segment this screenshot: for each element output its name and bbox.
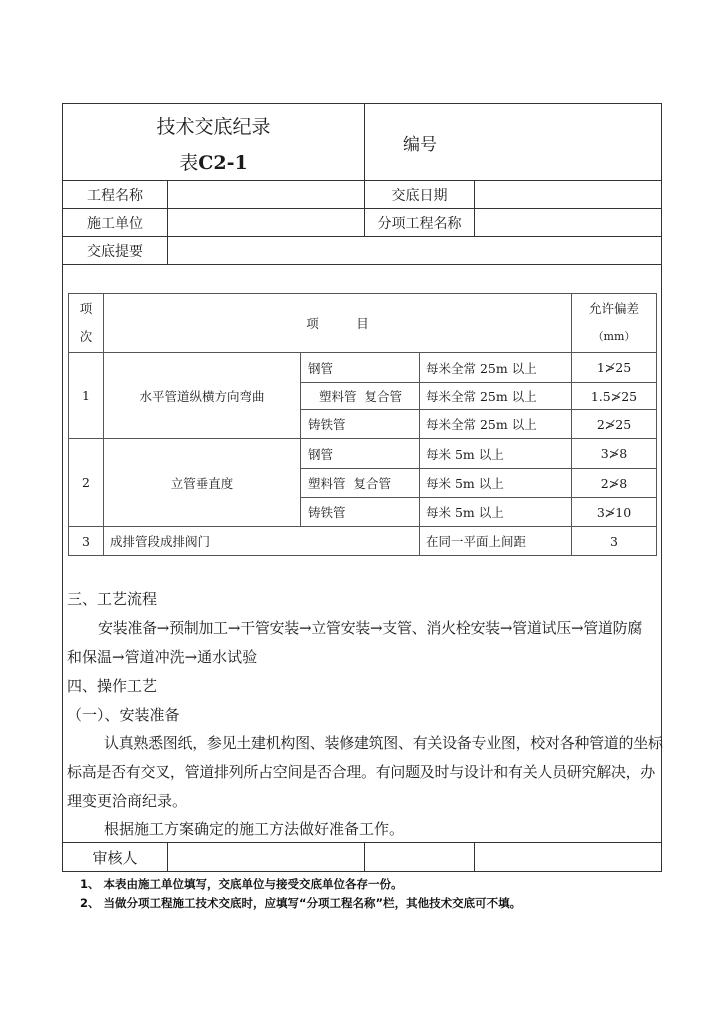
review-field-3[interactable]: [475, 843, 661, 871]
table-bottom-border: [68, 555, 657, 556]
group1-no: 1: [82, 388, 90, 403]
group1-value-2: 1.5≯25: [590, 388, 638, 404]
prep-line-1: 认真熟悉图纸，参见土建机构图、装修建筑图、有关设备专业图，校对各种管道的坐标: [104, 734, 663, 752]
col-rule-spec: [419, 352, 420, 556]
date-field[interactable]: [475, 181, 661, 208]
table-right-border: [656, 293, 657, 556]
sub-project-label: 分项工程名称: [377, 215, 462, 232]
frame-bottom-border: [62, 871, 662, 872]
form-code-line: [63, 148, 364, 175]
tolerance-table: [68, 293, 657, 556]
col-allow-header-1: 允许偏差: [588, 301, 639, 316]
group2-spec-1: 每米 5m 以上: [426, 446, 504, 462]
group2-name: 立管垂直度: [170, 475, 234, 491]
unit-field[interactable]: [168, 209, 364, 236]
group1-spec-1: 每米全常 25m 以上: [426, 360, 537, 376]
group2-spec-2: 每米 5m 以上: [426, 476, 504, 491]
footnote-2: 2、 当做分项工程施工技术交底时，应填写“分项工程名称”栏，其他技术交底可不填。: [80, 896, 522, 910]
summary-field[interactable]: [168, 237, 661, 264]
group1-spec-2: 每米全常 25m 以上: [426, 389, 537, 404]
group1-value-3: 2≯25: [596, 416, 632, 432]
group2-value-2: 2≯8: [600, 475, 628, 491]
group2-spec-3: 每米 5m 以上: [426, 505, 504, 520]
group3-spec: 在同一平面上间距: [426, 534, 527, 549]
process-line-2: 和保温→管道冲洗→通水试验: [67, 648, 258, 666]
col-no-header-2: 次: [79, 329, 93, 344]
form-title: 技术交底纪录: [156, 116, 271, 138]
reviewer-label: 审核人: [92, 848, 138, 867]
col-item-header: 项 目: [306, 316, 369, 331]
group1-spec-3: 每米全常 25m 以上: [426, 417, 537, 432]
process-line-1: 安装准备→预制加工→干管安装→立管安装→支管、消火栓安装→管道试压→管道防腐: [98, 619, 643, 637]
number-label: 编号: [403, 134, 437, 155]
reviewer-field[interactable]: [168, 843, 364, 871]
form-code-prefix: 表: [179, 152, 199, 174]
col-rule-name: [300, 352, 301, 527]
summary-label: 交底提要: [87, 243, 143, 260]
unit-label: 施工单位: [87, 215, 143, 232]
group2-no: 2: [82, 475, 90, 490]
group2-value-1: 3≯8: [600, 446, 628, 461]
review-field-2[interactable]: [365, 843, 474, 871]
group3-name: 成排管段成排阀门: [110, 534, 211, 549]
process-heading: 三、工艺流程: [67, 590, 158, 608]
group3-no: 3: [82, 533, 90, 549]
prep-heading: （一）、安装准备: [67, 706, 180, 724]
row-rule-3: [62, 264, 662, 265]
number-value-field[interactable]: [475, 104, 661, 180]
group2-pipe-1: 钢管: [308, 446, 334, 462]
prep-line-2: 标高是否有交叉，管道排列所占空间是否合理。有问题及时与设计和有关人员研究解决，办: [67, 763, 656, 781]
sub-project-field[interactable]: [475, 209, 661, 236]
project-name-field[interactable]: [168, 181, 364, 208]
project-name-label: 工程名称: [87, 187, 143, 204]
operation-heading: 四、操作工艺: [67, 677, 158, 695]
group3-value: 3: [610, 533, 618, 549]
group2-value-3: 3≯10: [596, 504, 632, 520]
prep-line-4: 根据施工方案确定的施工方法做好准备工作。: [104, 820, 405, 838]
group1-value-1: 1≯25: [596, 360, 632, 375]
form-code: C2-1: [198, 152, 248, 174]
group2-pipe-2: 塑料管 复合管: [308, 476, 391, 491]
group1-pipe-1: 钢管: [308, 360, 334, 376]
date-label: 交底日期: [391, 187, 448, 204]
col-no-header-1: 项: [79, 301, 93, 316]
col-allow-header-2: （mm）: [592, 330, 636, 343]
prep-line-3: 理变更洽商纪录。: [67, 792, 188, 810]
group1-name: 水平管道纵横方向弯曲: [139, 388, 265, 404]
group1-pipe-3: 铸铁管: [308, 417, 346, 432]
group2-pipe-3: 铸铁管: [308, 505, 346, 520]
footnote-1: 1、 本表由施工单位填写，交底单位与接受交底单位各存一份。: [80, 877, 403, 891]
group1-pipe-2: 塑料管 复合管: [319, 389, 402, 404]
